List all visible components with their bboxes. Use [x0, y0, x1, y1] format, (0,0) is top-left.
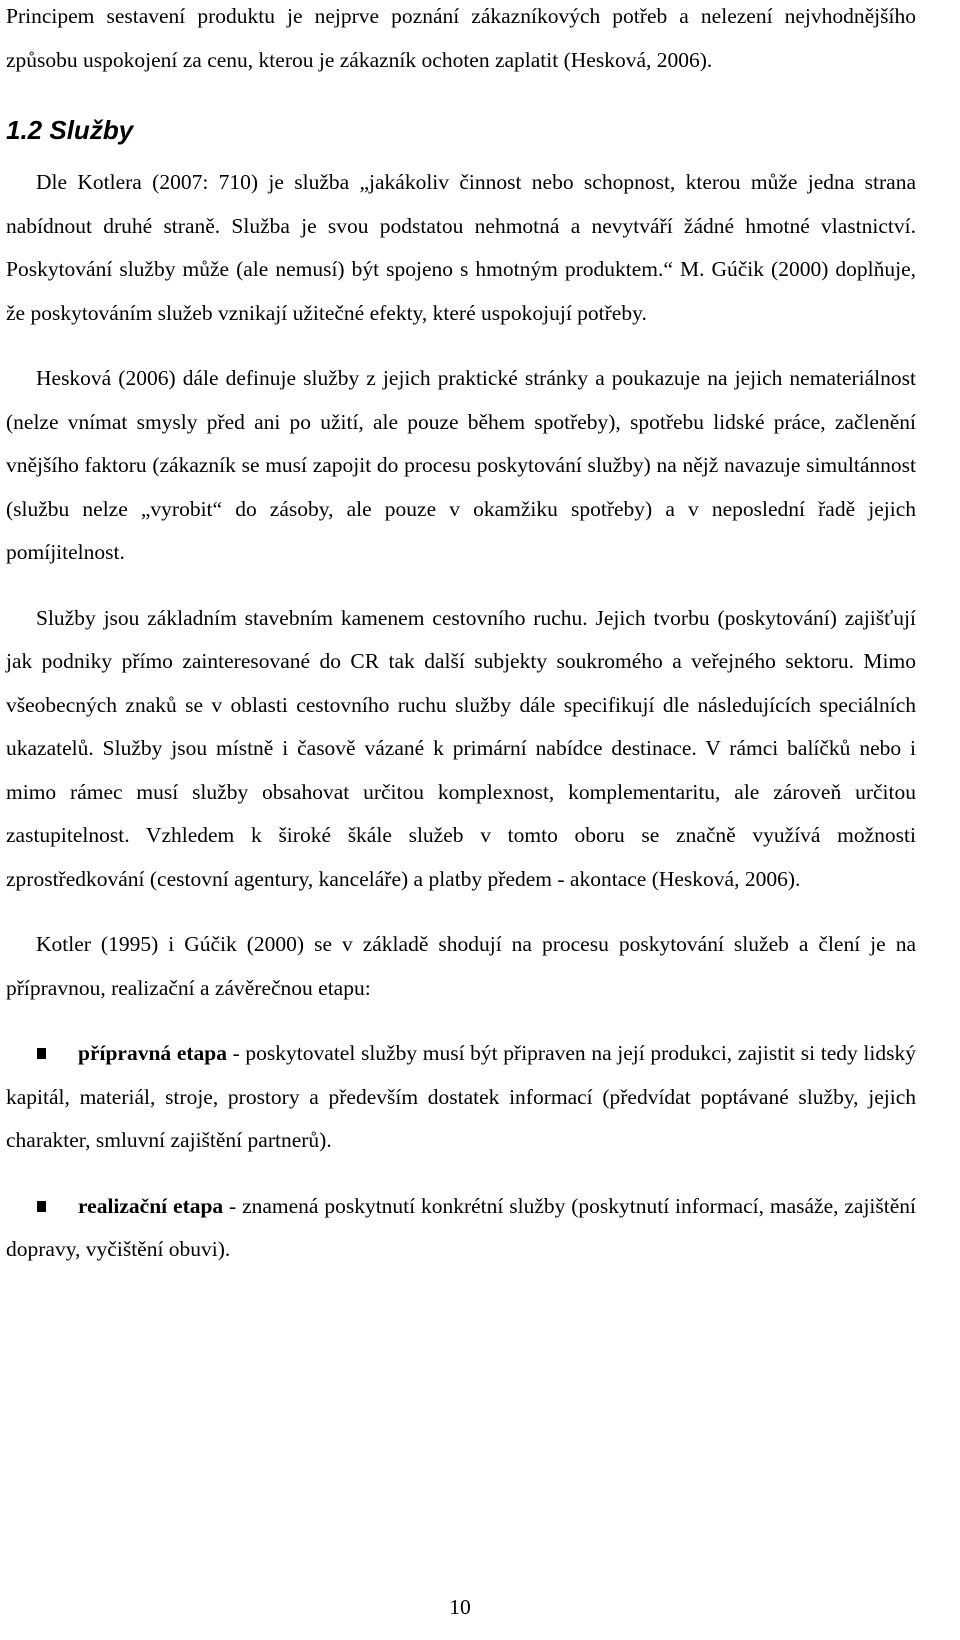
document-page	[6, 0, 916, 1272]
bullet-item-preparation	[6, 1032, 916, 1163]
bullet-text: - poskytovatel služby musí být připraven na její produkci, zajistit si tedy lidský kapitál, materiál, stroje, prostory a především dostatek informací (předvídat poptávané služby, jejich charakter, smluvní zajištění partnerů).	[6, 1041, 916, 1152]
paragraph-characteristics: Hesková (2006) dále definuje služby z jejich praktické stránky a poukazuje na jejich nemateriálnost (nelze vnímat smysly před ani po užití, ale pouze během spotřeby), spotřebu lidské práce, začlenění vnějšího faktoru (zákazník se musí zapojit do procesu poskytování služby) na nějž navazuje simultánnost (službu nelze „vyrobit“ do zásoby, ale pouze v okamžiku spotřeby) a v neposlední řadě jejich pomíjitelnost.	[6, 366, 916, 564]
bullet-term: přípravná etapa	[78, 1041, 227, 1065]
intro-paragraph: Principem sestavení produktu je nejprve poznání zákazníkových potřeb a nelezení nejvhodnějšího způsobu uspokojení za cenu, kterou je zákazník ochoten zaplatit (Hesková, 2006).	[6, 4, 916, 72]
bullet-term: realizační etapa	[78, 1193, 224, 1218]
page-number: 10	[449, 1595, 471, 1619]
paragraph-definition: Dle Kotlera (2007: 710) je služba „jakákoliv činnost nebo schopnost, kterou může jedna strana nabídnout druhé straně. Služba je svou podstatou nehmotná a nevytváří žádné hmotné vlastnictví. Poskytování služby může (ale nemusí) být spojeno s hmotným produktem.“ M. Gúčik (2000) doplňuje, že poskytováním služeb vznikají užitečné efekty, které uspokojují potřeby.	[6, 170, 916, 325]
section-heading: 1.2 Služby	[6, 115, 134, 145]
bullet-item-realization	[6, 1185, 916, 1272]
paragraph-process-stages: Kotler (1995) i Gúčik (2000) se v základě shodují na procesu poskytování služeb a člení je na přípravnou, realizační a závěrečnou etapu:	[6, 932, 916, 1000]
square-bullet-icon	[37, 1201, 46, 1212]
paragraph-tourism-services: Služby jsou základním stavebním kamenem cestovního ruchu. Jejich tvorbu (poskytování) zajišťují jak podniky přímo zainteresované do CR tak další subjekty soukromého a veřejného sektoru. Mimo všeobecných znaků se v oblasti cestovního ruchu služby dále specifikují dle následujících speciálních ukazatelů. Služby jsou místně i časově vázané k primární nabídce destinace. V rámci balíčků nebo i mimo rámec musí služby obsahovat určitou komplexnost, komplementaritu, ale zároveň určitou zastupitelnost. Vzhledem k široké škále služeb v tomto oboru se značně využívá možnosti zprostředkování (cestovní agentury, kanceláře) a platby předem - akontace (Hesková, 2006).	[6, 605, 916, 891]
bullet-text: - znamená poskytnutí konkrétní služby (poskytnutí informací, masáže, zajištění dopravy, vyčištění obuvi).	[6, 1193, 916, 1261]
square-bullet-icon	[37, 1048, 46, 1059]
